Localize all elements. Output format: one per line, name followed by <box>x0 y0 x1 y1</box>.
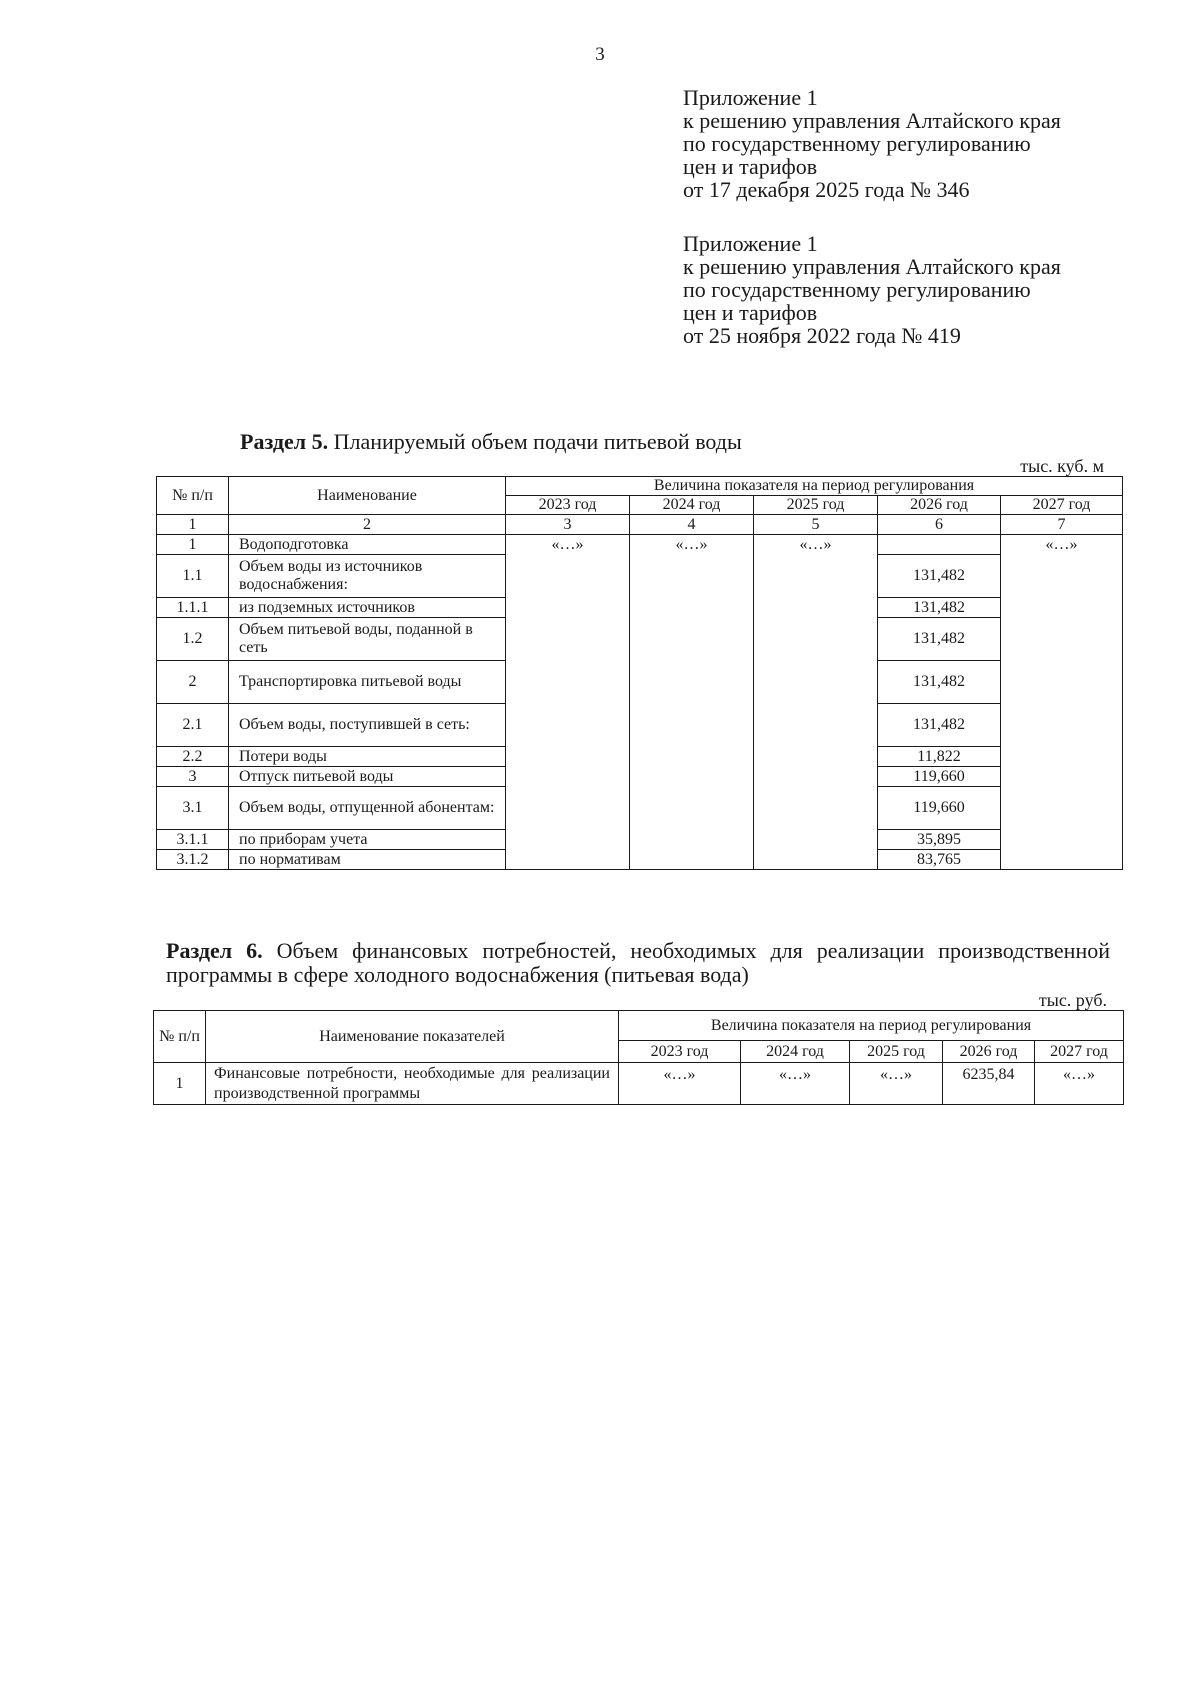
value-2026: 119,660 <box>878 767 1001 787</box>
table-row <box>157 830 1123 850</box>
header-num: № п/п <box>154 1011 206 1063</box>
value-2026: 131,482 <box>878 598 1001 618</box>
header-year: 2025 год <box>850 1041 943 1063</box>
row-name: Отпуск питьевой воды <box>229 767 506 787</box>
value-2026: 6235,84 <box>943 1063 1035 1105</box>
row-name: Транспортировка питьевой воды <box>229 661 506 704</box>
row-num: 1.1 <box>157 555 229 598</box>
value-2026: 35,895 <box>878 830 1001 850</box>
row-name: Финансовые потребности, необходимые для реализации производственной программы <box>206 1063 619 1105</box>
value-2025: «…» <box>850 1063 943 1105</box>
col-number: 5 <box>754 515 878 535</box>
value-2026: 83,765 <box>878 850 1001 870</box>
header-name: Наименование показателей <box>206 1011 619 1063</box>
annex-previous-block <box>683 232 1061 347</box>
section6-unit: тыс. руб. <box>1038 990 1107 1010</box>
header-period: Величина показателя на период регулирования <box>619 1011 1124 1041</box>
row-num: 3.1.1 <box>157 830 229 850</box>
col-number: 4 <box>630 515 754 535</box>
row-num: 1 <box>157 535 229 555</box>
value-2027: «…» <box>1035 1063 1124 1105</box>
table-row <box>157 618 1123 661</box>
row-num: 3.1 <box>157 787 229 830</box>
value-2026: 11,822 <box>878 747 1001 767</box>
annex-line: Приложение 1 <box>683 85 818 110</box>
header-year: 2023 год <box>506 496 630 515</box>
section6-label: Раздел 6. <box>166 938 263 963</box>
annex-line: цен и тарифов <box>683 300 818 325</box>
annex-line: цен и тарифов <box>683 154 818 179</box>
table-row <box>157 787 1123 830</box>
header-year: 2027 год <box>1035 1041 1124 1063</box>
annex-line: по государственному регулированию <box>683 131 1031 156</box>
header-year: 2023 год <box>619 1041 741 1063</box>
col-number: 7 <box>1001 515 1123 535</box>
section5-unit: тыс. куб. м <box>1020 456 1104 476</box>
col-number: 6 <box>878 515 1001 535</box>
value-2026: 131,482 <box>878 704 1001 747</box>
annex-line: от 25 ноября 2022 года № 419 <box>683 323 961 348</box>
row-name: из подземных источников <box>229 598 506 618</box>
annex-line: к решению управления Алтайского края <box>683 254 1061 279</box>
table-row <box>157 767 1123 787</box>
header-year: 2027 год <box>1001 496 1123 515</box>
annex-line: от 17 декабря 2025 года № 346 <box>683 177 970 202</box>
section6-heading <box>166 939 1110 987</box>
row-num: 1.1.1 <box>157 598 229 618</box>
row-num: 1.2 <box>157 618 229 661</box>
table-row <box>157 704 1123 747</box>
table-row <box>157 555 1123 598</box>
row-name: по приборам учета <box>229 830 506 850</box>
row-name: Объем воды из источников водоснабжения: <box>229 555 506 598</box>
page-number: 3 <box>595 44 605 65</box>
section5-title: Планируемый объем подачи питьевой воды <box>333 429 742 454</box>
header-name: Наименование <box>229 477 506 515</box>
row-name: Объем питьевой воды, поданной в сеть <box>229 618 506 661</box>
table-row <box>157 661 1123 704</box>
header-period: Величина показателя на период регулирования <box>506 477 1123 496</box>
placeholder-cell: «…» <box>1001 535 1123 555</box>
row-name: Объем воды, отпущенной абонентам: <box>229 787 506 830</box>
row-num: 1 <box>154 1063 206 1105</box>
value-2026 <box>878 535 1001 555</box>
placeholder-cell: «…» <box>506 535 630 555</box>
row-name: по нормативам <box>229 850 506 870</box>
col-number: 3 <box>506 515 630 535</box>
header-year: 2024 год <box>630 496 754 515</box>
header-year: 2026 год <box>943 1041 1035 1063</box>
section5-label: Раздел 5. <box>240 429 329 454</box>
row-num: 3 <box>157 767 229 787</box>
section5-heading <box>240 430 742 454</box>
value-2026: 119,660 <box>878 787 1001 830</box>
row-num: 2 <box>157 661 229 704</box>
col-number: 2 <box>229 515 506 535</box>
header-year: 2025 год <box>754 496 878 515</box>
header-year: 2026 год <box>878 496 1001 515</box>
row-num: 3.1.2 <box>157 850 229 870</box>
row-num: 2.2 <box>157 747 229 767</box>
col-number: 1 <box>157 515 229 535</box>
placeholder-cell: «…» <box>754 535 878 555</box>
annex-current-block <box>683 86 1061 201</box>
table-row <box>157 535 1123 555</box>
annex-line: по государственному регулированию <box>683 277 1031 302</box>
annex-line: Приложение 1 <box>683 231 818 256</box>
row-num: 2.1 <box>157 704 229 747</box>
section6-title: Объем финансовых потребностей, необходимых для реализации производственной программы в сфере холодного водоснабжения (питьевая вода) <box>166 938 1111 987</box>
table-row <box>157 850 1123 870</box>
row-name: Объем воды, поступившей в сеть: <box>229 704 506 747</box>
value-2026: 131,482 <box>878 555 1001 598</box>
placeholder-cell: «…» <box>630 535 754 555</box>
annex-line: к решению управления Алтайского края <box>683 108 1061 133</box>
value-2024: «…» <box>741 1063 850 1105</box>
row-name: Водоподготовка <box>229 535 506 555</box>
table-row <box>157 747 1123 767</box>
value-2026: 131,482 <box>878 661 1001 704</box>
section6-table <box>153 1010 1124 1105</box>
table-row <box>154 1063 1124 1105</box>
row-name: Потери воды <box>229 747 506 767</box>
header-year: 2024 год <box>741 1041 850 1063</box>
table-row <box>157 598 1123 618</box>
header-num: № п/п <box>157 477 229 515</box>
value-2023: «…» <box>619 1063 741 1105</box>
value-2026: 131,482 <box>878 618 1001 661</box>
section5-table <box>156 476 1123 870</box>
